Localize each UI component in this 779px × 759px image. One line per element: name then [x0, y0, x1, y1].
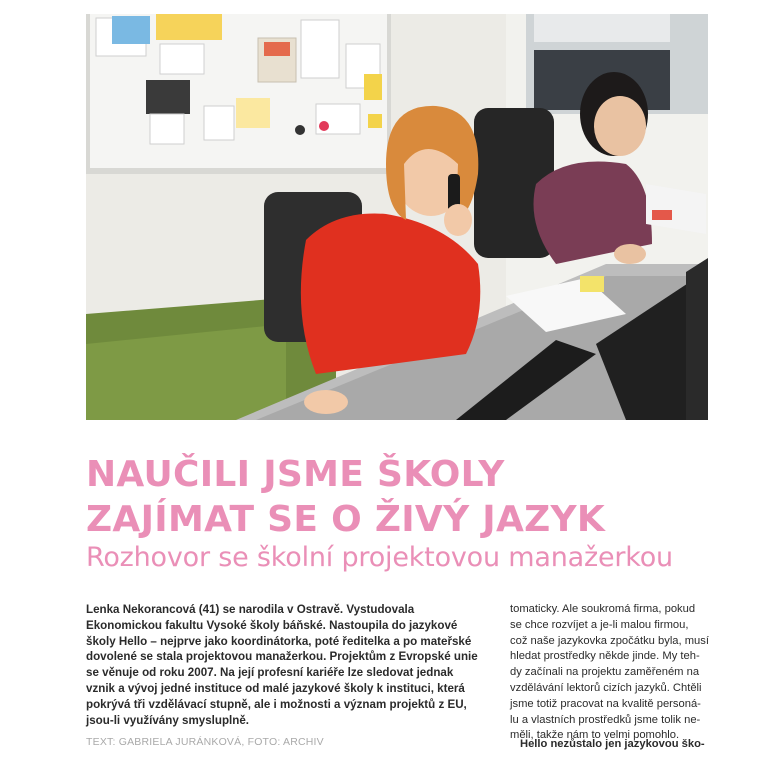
- question-line: Hello nezůstalo jen jazykovou ško-: [520, 738, 705, 750]
- lead-line: Ekonomickou fakultu Vysoké školy báňské. Nastoupila do jazykové: [86, 618, 458, 632]
- body-line: vzdělávání lektorů cizích jazyků. Chtěli: [510, 681, 702, 694]
- article-subtitle: Rozhovor se školní projektovou manažerkou: [86, 542, 673, 573]
- body-line: což naše jazykovka zpočátku byla, musí: [510, 634, 709, 647]
- office-photo-illustration: [86, 14, 708, 420]
- body-line: lu a vlastních prostředků jsme tolik ne-: [510, 713, 701, 726]
- lead-line: vznik a vývoj jedné instituce od malé jazykové školy k instituci, která: [86, 681, 465, 695]
- body-line: jsme totiž pracovat na kvalitě personá-: [510, 697, 701, 710]
- body-line: se chce rozvíjet a je-li malou firmou,: [510, 618, 689, 631]
- body-line: dy začínali na projektu zaměřeném na: [510, 666, 700, 679]
- article-photo: [86, 14, 708, 420]
- lead-line: školy Hello – nejprve jako koordinátorka, poté ředitelka a po mateřské: [86, 634, 472, 648]
- lead-line: dovolené se stala projektovou manažerkou. Projektům z Evropské unie: [86, 650, 478, 664]
- headline-line-1: NAUČILI JSME ŠKOLY: [86, 454, 505, 495]
- body-line: tomaticky. Ale soukromá firma, pokud: [510, 603, 696, 615]
- body-line: hledat prostředky někde jinde. My teh-: [510, 650, 700, 663]
- body-column-2: [510, 602, 710, 744]
- headline-line-2: ZAJÍMAT SE O ŽIVÝ JAZYK: [86, 499, 606, 540]
- lead-line: se věnuje od roku 2007. Na její profesní kariéře lze sledovat jednak: [86, 666, 454, 680]
- lead-line: pokrývá tři vzdělávací stupně, ale i možnosti a význam projektů z EU,: [86, 697, 467, 711]
- lead-line: Lenka Nekorancová (41) se narodila v Ostravě. Vystudovala: [86, 603, 415, 616]
- article-headline: [86, 452, 726, 542]
- body-line: měli, takže nám to velmi pomohlo.: [510, 729, 680, 742]
- photo-credit: TEXT: GABRIELA JURÁNKOVÁ, FOTO: ARCHIV: [86, 736, 324, 748]
- lead-paragraph: [86, 602, 490, 728]
- lead-line: jsou-li využívány smysluplně.: [86, 713, 250, 727]
